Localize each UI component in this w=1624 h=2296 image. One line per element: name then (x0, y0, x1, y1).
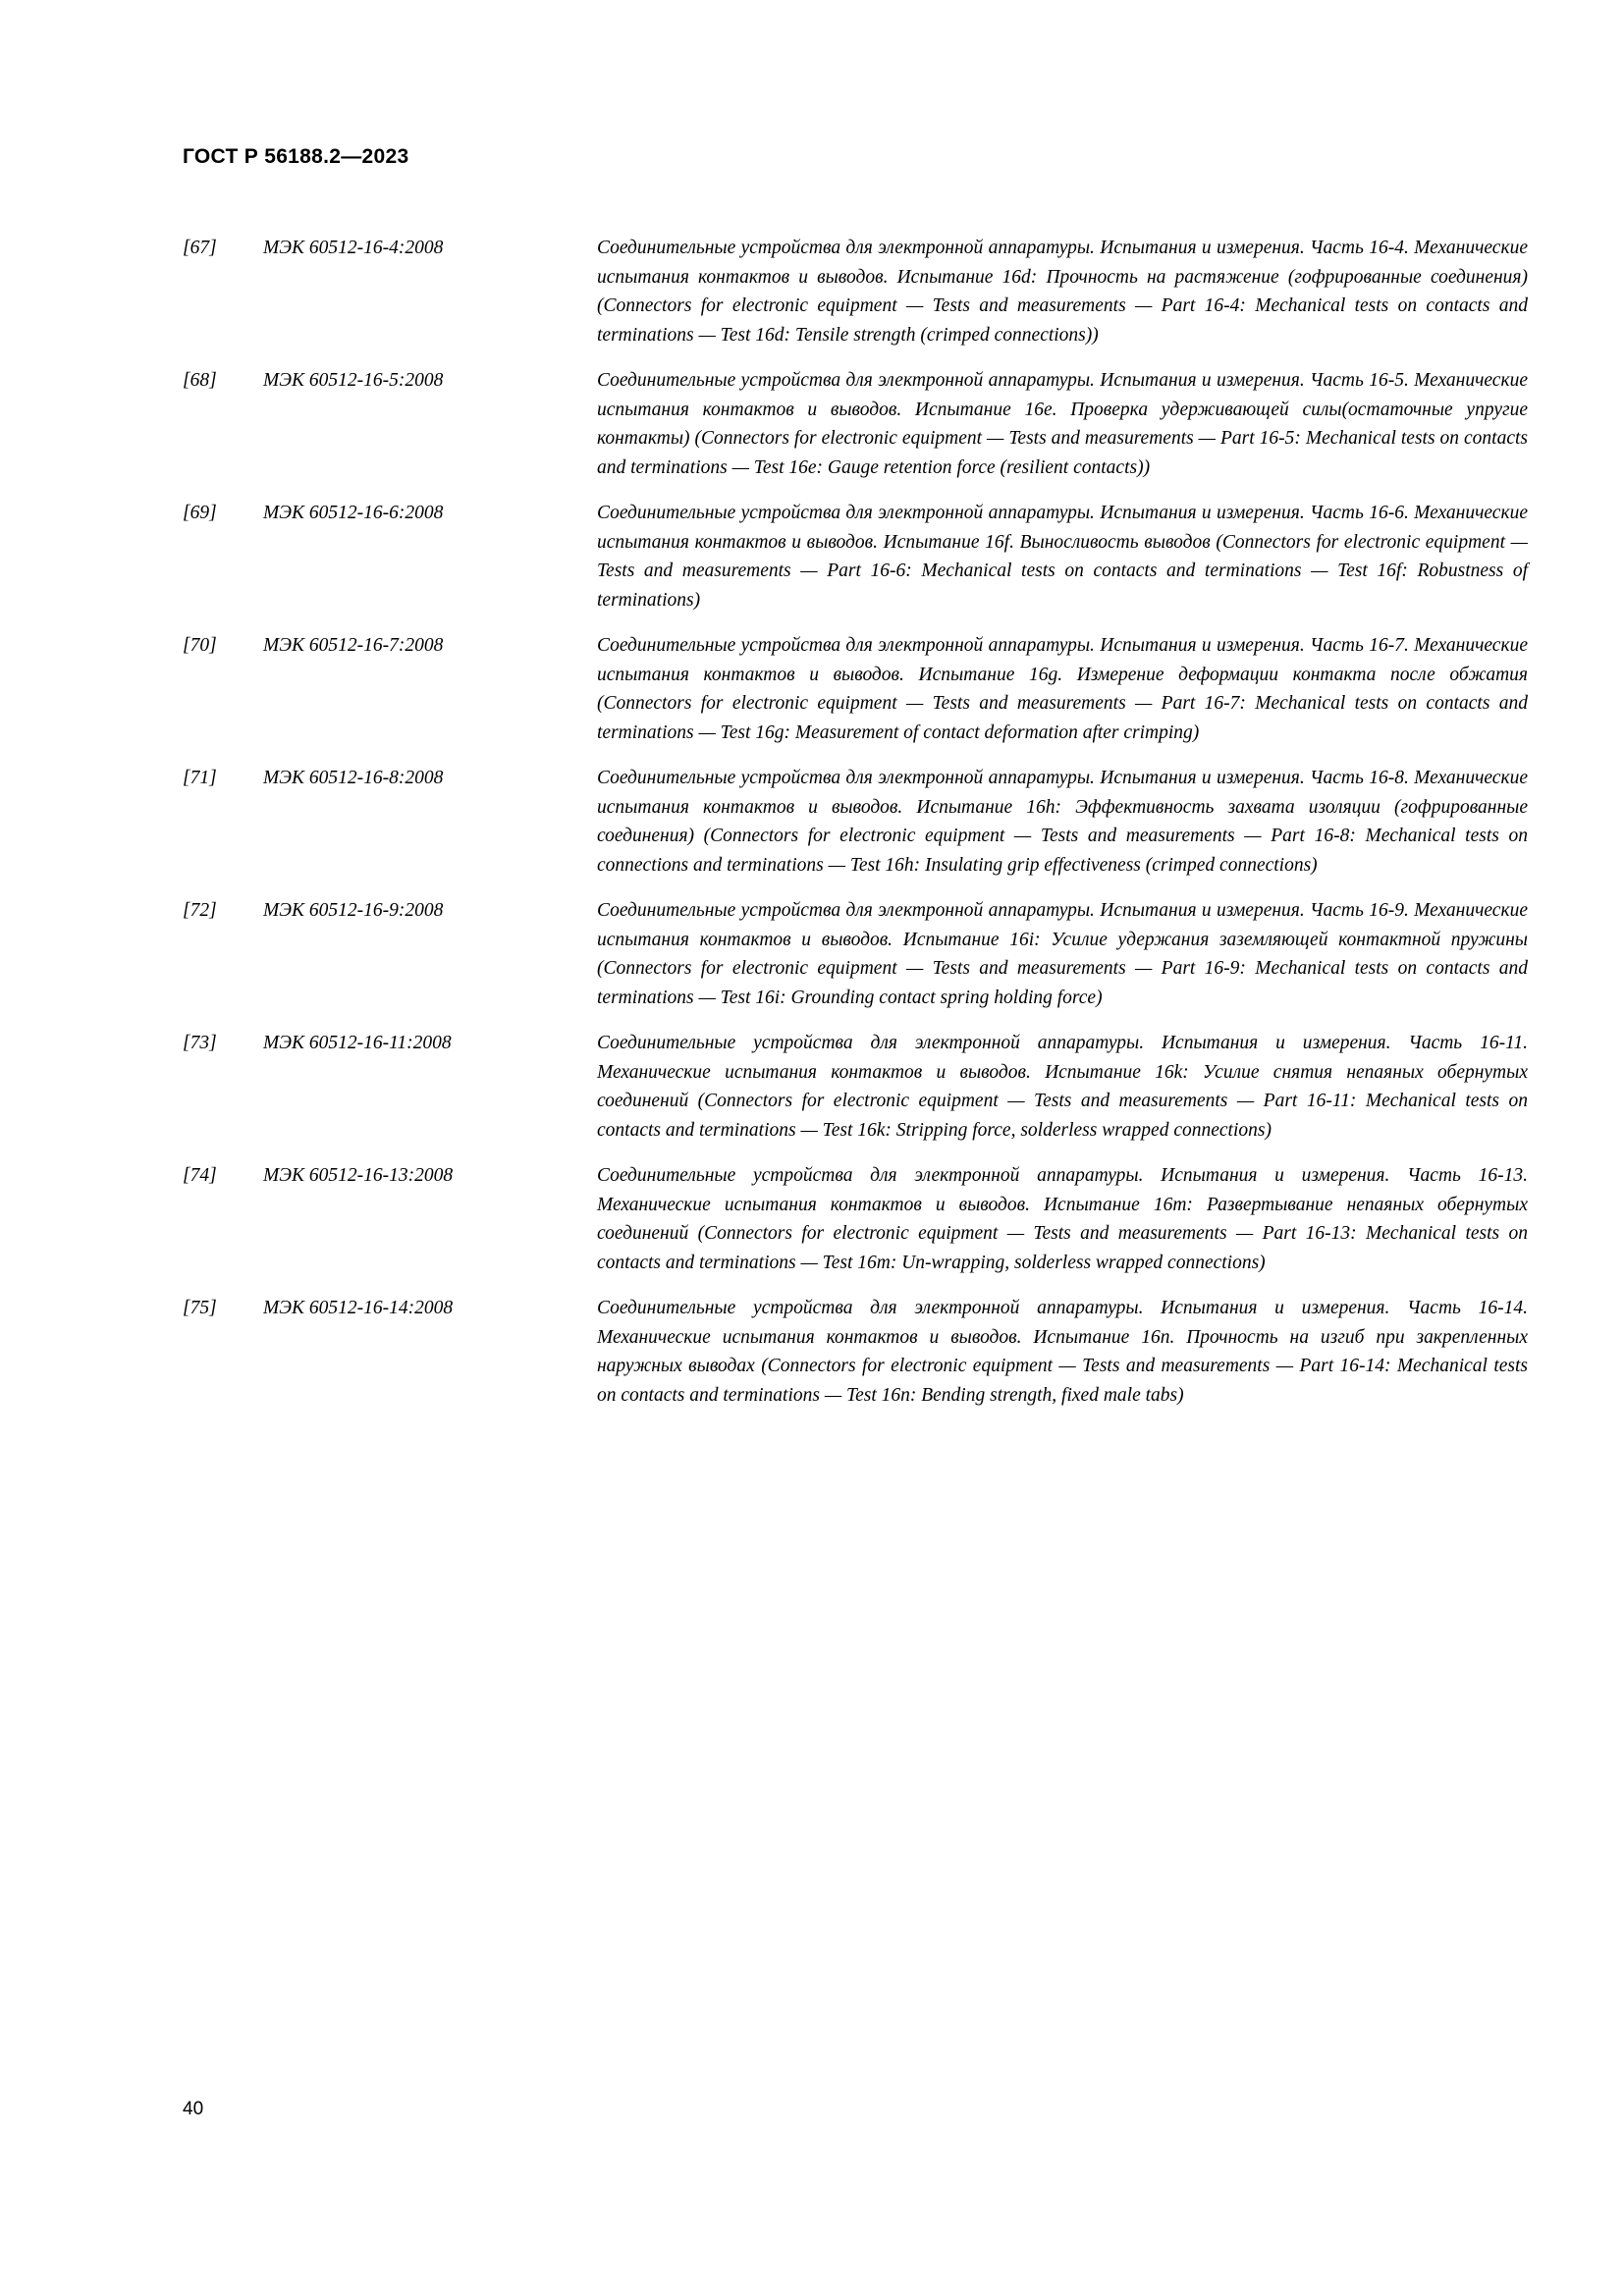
reference-number: [70] (183, 635, 217, 656)
reference-code: МЭК 60512-16-7:2008 (263, 635, 444, 656)
reference-number: [73] (183, 1033, 217, 1053)
reference-code: МЭК 60512-16-11:2008 (263, 1033, 452, 1053)
reference-number: [75] (183, 1298, 217, 1318)
reference-title: Соединительные устройства для электронной аппаратуры. Испытания и измерения. Часть 16-6. Механические испытания контактов и выводов. Испытание 16f. Выносливость выводов (Connectors for electronic equipment — Tests and measurements — Part 16-6: Mechanical tests on contacts and terminations — Test 16f: Robustness of terminations) (597, 503, 1528, 611)
list-item (183, 1161, 1528, 1277)
reference-number: [72] (183, 900, 217, 921)
list-item (183, 764, 1528, 880)
reference-title: Соединительные устройства для электронной аппаратуры. Испытания и измерения. Часть 16-5. Механические испытания контактов и выводов. Испытание 16e. Проверка удерживающей силы(остаточные упругие контакты) (Connectors for electronic equipment — Tests and measurements — Part 16-5: Mechanical tests on contacts and terminations — Test 16e: Gauge retention force (resilient contacts)) (597, 370, 1528, 478)
list-item (183, 234, 1528, 349)
list-item (183, 1294, 1528, 1410)
reference-title: Соединительные устройства для электронной аппаратуры. Испытания и измерения. Часть 16-11. Механические испытания контактов и выводов. Испытание 16k: Усилие снятия непаяных обернутых соединений (Connectors for electronic equipment — Tests and measurements — Part 16-11: Mechanical tests on contacts and terminations — Test 16k: Stripping force, solderless wrapped connections) (597, 1033, 1528, 1141)
reference-number: [68] (183, 370, 217, 391)
reference-title: Соединительные устройства для электронной аппаратуры. Испытания и измерения. Часть 16-7. Механические испытания контактов и выводов. Испытание 16g. Измерение деформации контакта после обжатия (Connectors for electronic equipment — Tests and measurements — Part 16-7: Mechanical tests on contacts and terminations — Test 16g: Measurement of contact deformation after crimping) (597, 635, 1528, 743)
reference-title: Соединительные устройства для электронной аппаратуры. Испытания и измерения. Часть 16-9. Механические испытания контактов и выводов. Испытание 16i: Усилие удержания заземляющей контактной пружины (Connectors for electronic equipment — Tests and measurements — Part 16-9: Mechanical tests on contacts and terminations — Test 16i: Grounding contact spring holding force) (597, 900, 1528, 1008)
reference-number: [69] (183, 503, 217, 523)
list-item (183, 366, 1528, 482)
list-item (183, 499, 1528, 614)
reference-title: Соединительные устройства для электронной аппаратуры. Испытания и измерения. Часть 16-8. Механические испытания контактов и выводов. Испытание 16h: Эффективность захвата изоляции (гофрированные соединения) (Connectors for electronic equipment — Tests and measurements — Part 16-8: Mechanical tests on connections and terminations — Test 16h: Insulating grip effectiveness (crimped connections) (597, 768, 1528, 876)
reference-code: МЭК 60512-16-13:2008 (263, 1165, 454, 1186)
reference-code: МЭК 60512-16-14:2008 (263, 1298, 454, 1318)
reference-number: [67] (183, 238, 217, 258)
reference-code: МЭК 60512-16-6:2008 (263, 503, 444, 523)
page-header-standard-number: ГОСТ Р 56188.2—2023 (183, 145, 409, 168)
reference-title: Соединительные устройства для электронной аппаратуры. Испытания и измерения. Часть 16-4. Механические испытания контактов и выводов. Испытание 16d: Прочность на растяжение (гофрированные соединения) (Connectors for electronic equipment — Tests and measurements — Part 16-4: Mechanical tests on contacts and terminations — Test 16d: Tensile strength (crimped connections)) (597, 238, 1528, 346)
list-item (183, 1029, 1528, 1145)
reference-title: Соединительные устройства для электронной аппаратуры. Испытания и измерения. Часть 16-14. Механические испытания контактов и выводов. Испытание 16n. Прочность на изгиб при закрепленных наружных выводах (Connectors for electronic equipment — Tests and measurements — Part 16-14: Mechanical tests on contacts and terminations — Test 16n: Bending strength, fixed male tabs) (597, 1298, 1528, 1406)
reference-code: МЭК 60512-16-9:2008 (263, 900, 444, 921)
page-number: 40 (183, 2099, 204, 2119)
reference-code: МЭК 60512-16-5:2008 (263, 370, 444, 391)
reference-number: [74] (183, 1165, 217, 1186)
list-item (183, 631, 1528, 747)
list-item (183, 896, 1528, 1012)
reference-code: МЭК 60512-16-8:2008 (263, 768, 444, 788)
reference-code: МЭК 60512-16-4:2008 (263, 238, 444, 258)
reference-title: Соединительные устройства для электронной аппаратуры. Испытания и измерения. Часть 16-13. Механические испытания контактов и выводов. Испытание 16m: Развертывание непаяных обернутых соединений (Connectors for electronic equipment — Tests and measurements — Part 16-13: Mechanical tests on contacts and terminations — Test 16m: Un-wrapping, solderless wrapped connections) (597, 1165, 1528, 1273)
bibliography-list (183, 234, 1528, 1426)
reference-number: [71] (183, 768, 217, 788)
